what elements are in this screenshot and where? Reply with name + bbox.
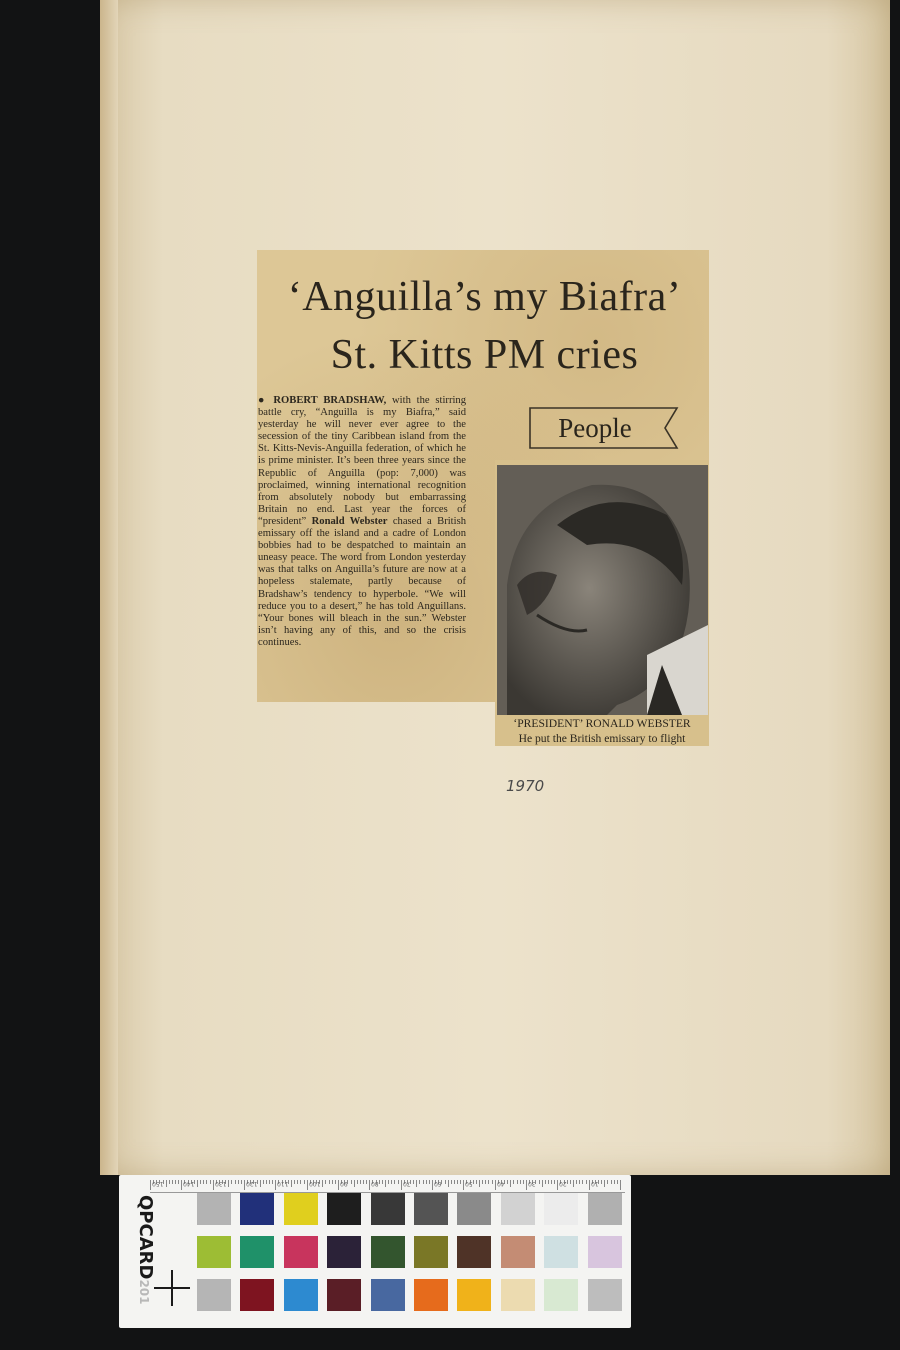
ruler-tick (166, 1180, 167, 1187)
color-patch (414, 1193, 448, 1225)
color-patch (414, 1236, 448, 1268)
ruler-tick (551, 1180, 552, 1184)
ruler-tick (451, 1180, 452, 1184)
ruler-tick (554, 1180, 555, 1184)
ruler-tick (325, 1180, 326, 1184)
ruler-tick (241, 1180, 242, 1184)
ruler-tick (363, 1180, 364, 1184)
ruler-tick (269, 1180, 270, 1184)
ruler-tick (620, 1180, 621, 1190)
ruler-tick (482, 1180, 483, 1184)
color-patch (284, 1279, 318, 1311)
ruler-tick (413, 1180, 414, 1184)
ruler-tick (210, 1180, 211, 1184)
color-patch (371, 1236, 405, 1268)
color-patch (544, 1236, 578, 1268)
ruler-label: 120 (246, 1180, 258, 1187)
color-patch (501, 1193, 535, 1225)
portrait-photo-image (497, 465, 708, 715)
caption-line-2: He put the British emissary to flight (518, 732, 686, 745)
ruler-tick (235, 1180, 236, 1184)
ruler-label: 40 (496, 1180, 505, 1187)
article-name: Ronald Webster (311, 515, 388, 527)
ruler-tick (586, 1180, 587, 1184)
ruler-tick (266, 1180, 267, 1184)
people-section-tag (529, 407, 679, 449)
color-patch (327, 1279, 361, 1311)
ruler-tick (382, 1180, 383, 1184)
ruler-tick (576, 1180, 577, 1184)
ruler-tick (611, 1180, 612, 1184)
photo-caption (495, 716, 709, 746)
color-patch (588, 1193, 622, 1225)
handwritten-year: 1970 (506, 777, 545, 795)
ruler-tick (385, 1180, 386, 1187)
ruler-tick (507, 1180, 508, 1184)
ruler-label: 110 (277, 1180, 289, 1187)
article-body-part-2: chased a British emissary off the island and a cadre of London bobbies had to be despatched to maintain an uneasy peace. The word from London yesterday was that talks on Anguilla’s future are now at a hopeless stalemate, partly because of Bradshaw’s tendency to hyperbole. “We will reduce you to a desert,” he has told Anguillans. “Your bones will bleach in the sun.” Webster isn’t having any of this, and so the crisis continues. (258, 515, 466, 648)
ruler-tick (260, 1180, 261, 1187)
ruler-tick (457, 1180, 458, 1184)
color-patch (327, 1236, 361, 1268)
ruler-tick (454, 1180, 455, 1184)
ruler-tick (300, 1180, 301, 1184)
color-patch (414, 1279, 448, 1311)
ruler-tick (607, 1180, 608, 1184)
ruler-tick (213, 1180, 214, 1190)
color-patch (588, 1279, 622, 1311)
ruler-tick (513, 1180, 514, 1184)
color-patch (284, 1193, 318, 1225)
ruler-tick (614, 1180, 615, 1184)
ruler-tick (485, 1180, 486, 1184)
color-patch (197, 1236, 231, 1268)
ruler-tick (492, 1180, 493, 1184)
ruler-tick (582, 1180, 583, 1184)
ruler-tick (510, 1180, 511, 1187)
color-patch (501, 1279, 535, 1311)
ruler-tick (545, 1180, 546, 1184)
ruler-tick (169, 1180, 170, 1184)
ruler-tick (294, 1180, 295, 1184)
card-brand-name: QPCARD (135, 1195, 156, 1280)
ruler-label: 80 (371, 1180, 379, 1187)
ruler-tick (523, 1180, 524, 1184)
ruler-tick (394, 1180, 395, 1184)
color-patch (457, 1193, 491, 1225)
ruler-label: 100 (308, 1180, 321, 1187)
headline-line-1: ‘Anguilla’s my Biafra’ (287, 274, 682, 320)
ruler-label: 90 (340, 1180, 348, 1187)
color-patch (371, 1193, 405, 1225)
ruler-tick (291, 1180, 292, 1187)
ruler-tick (272, 1180, 273, 1184)
ruler-tick (416, 1180, 417, 1187)
ruler-label: 70 (402, 1180, 411, 1187)
ruler-tick (360, 1180, 361, 1184)
color-patch (240, 1279, 274, 1311)
ruler-tick (244, 1180, 245, 1190)
ruler-tick (379, 1180, 380, 1184)
ruler-tick (401, 1180, 402, 1190)
article-body-part-1: with the stirring battle cry, “Anguilla is my Biafra,” said yesterday he will never ever agree to the secession of the tiny Caribbean island from the St. Kitts-Nevis-Anguilla federation, of which he is prime minister. It’s been three years since the Republic of Anguilla (pop: 7,000) was proclaimed, winning international recognition from absolutely nobody but embarrassing Britain no end. Last year the forces of “president” (258, 395, 467, 527)
ruler-tick (332, 1180, 333, 1184)
color-patch (240, 1236, 274, 1268)
ruler-label: 10 (590, 1180, 599, 1187)
ruler-tick (479, 1180, 480, 1187)
card-brand-suffix: 201 (137, 1279, 151, 1305)
ruler-tick (473, 1180, 474, 1184)
color-patch (501, 1236, 535, 1268)
ruler-tick (617, 1180, 618, 1184)
ruler-label: 50 (465, 1180, 473, 1187)
ruler-tick (203, 1180, 204, 1184)
caption-line-1: ‘PRESIDENT’ RONALD WEBSTER (513, 717, 691, 730)
ruler-tick (263, 1180, 264, 1184)
color-patch (197, 1279, 231, 1311)
ruler-tick (335, 1180, 336, 1184)
ruler-tick (200, 1180, 201, 1184)
ruler-tick (351, 1180, 352, 1184)
headline-line-2: St. Kitts PM cries (330, 332, 639, 378)
ruler-tick (304, 1180, 305, 1184)
ruler-tick (448, 1180, 449, 1187)
ruler-tick (329, 1180, 330, 1184)
ruler-tick (423, 1180, 424, 1184)
ruler-tick (398, 1180, 399, 1184)
ruler-tick (150, 1180, 151, 1190)
ruler-tick (542, 1180, 543, 1187)
crosshair-icon (152, 1268, 192, 1308)
color-patch (457, 1279, 491, 1311)
color-patch (197, 1193, 231, 1225)
ruler-tick (391, 1180, 392, 1184)
ruler-tick (322, 1180, 323, 1187)
color-patch (284, 1236, 318, 1268)
color-patch (457, 1236, 491, 1268)
ruler-tick (307, 1180, 308, 1190)
ruler-label: 140 (183, 1180, 195, 1187)
ruler-tick (520, 1180, 521, 1184)
ruler-tick (460, 1180, 461, 1184)
ruler-label: 150 (152, 1180, 164, 1187)
ruler-tick (589, 1180, 590, 1190)
ruler-tick (601, 1180, 602, 1184)
ruler-tick (297, 1180, 298, 1184)
ruler-tick (579, 1180, 580, 1184)
ruler-tick (548, 1180, 549, 1184)
ruler-tick (357, 1180, 358, 1184)
card-ruler (150, 1180, 625, 1193)
ruler-tick (488, 1180, 489, 1184)
color-patch (371, 1279, 405, 1311)
ruler-tick (178, 1180, 179, 1184)
color-patch (588, 1236, 622, 1268)
ruler-tick (567, 1180, 568, 1184)
ruler-tick (419, 1180, 420, 1184)
ruler-label: 30 (528, 1180, 536, 1187)
ruler-tick (175, 1180, 176, 1184)
ruler-tick (228, 1180, 229, 1187)
ruler-tick (495, 1180, 496, 1190)
ruler-tick (238, 1180, 239, 1184)
ruler-label: 60 (434, 1180, 442, 1187)
article-body: ● ROBERT BRADSHAW, with the stirring battle cry, “Anguilla is my Biafra,” said yesterday he will never ever agree to the secession of the tiny Caribbean island from the St. Kitts-Nevis-Anguilla federation, of which he is prime minister. It’s been three years since the Republic of Anguilla (pop: 7,000) was proclaimed, winning international recognition from absolutely nobody but embarrassing Britain no end. Last year the forces of “president” Ronald Webster chased a British emissary off the island and a cadre of London bobbies had to be despatched to maintain an uneasy peace. The word from London yesterday was that talks on Anguilla’s future are now at a hopeless stalemate, partly because of Bradshaw’s tendency to hyperbole. “We will reduce you to a desert,” he has told Anguillans. “Your bones will bleach in the sun.” Webster isn’t having any of this, and so the crisis continues. (258, 395, 467, 648)
ruler-tick (426, 1180, 427, 1184)
ruler-label: 130 (214, 1180, 227, 1187)
ruler-tick (172, 1180, 173, 1184)
color-patch (544, 1279, 578, 1311)
article-lead: ROBERT BRADSHAW, (273, 395, 387, 406)
people-section-label: People (558, 413, 632, 443)
ruler-tick (206, 1180, 207, 1184)
ruler-tick (604, 1180, 605, 1187)
color-patch (544, 1193, 578, 1225)
color-patch (240, 1193, 274, 1225)
ruler-tick (573, 1180, 574, 1187)
ruler-tick (539, 1180, 540, 1184)
ruler-tick (476, 1180, 477, 1184)
ruler-label: 20 (559, 1180, 567, 1187)
ruler-tick (570, 1180, 571, 1184)
ruler-tick (429, 1180, 430, 1184)
ruler-tick (197, 1180, 198, 1187)
ruler-tick (517, 1180, 518, 1184)
clipping-headline (262, 268, 707, 384)
color-patch (327, 1193, 361, 1225)
ruler-tick (366, 1180, 367, 1184)
ruler-tick (445, 1180, 446, 1184)
card-brand (122, 1195, 156, 1319)
sheet-binding-edge (100, 0, 118, 1175)
ruler-tick (354, 1180, 355, 1187)
ruler-tick (231, 1180, 232, 1184)
ronald-webster-portrait (497, 465, 708, 715)
ruler-tick (388, 1180, 389, 1184)
